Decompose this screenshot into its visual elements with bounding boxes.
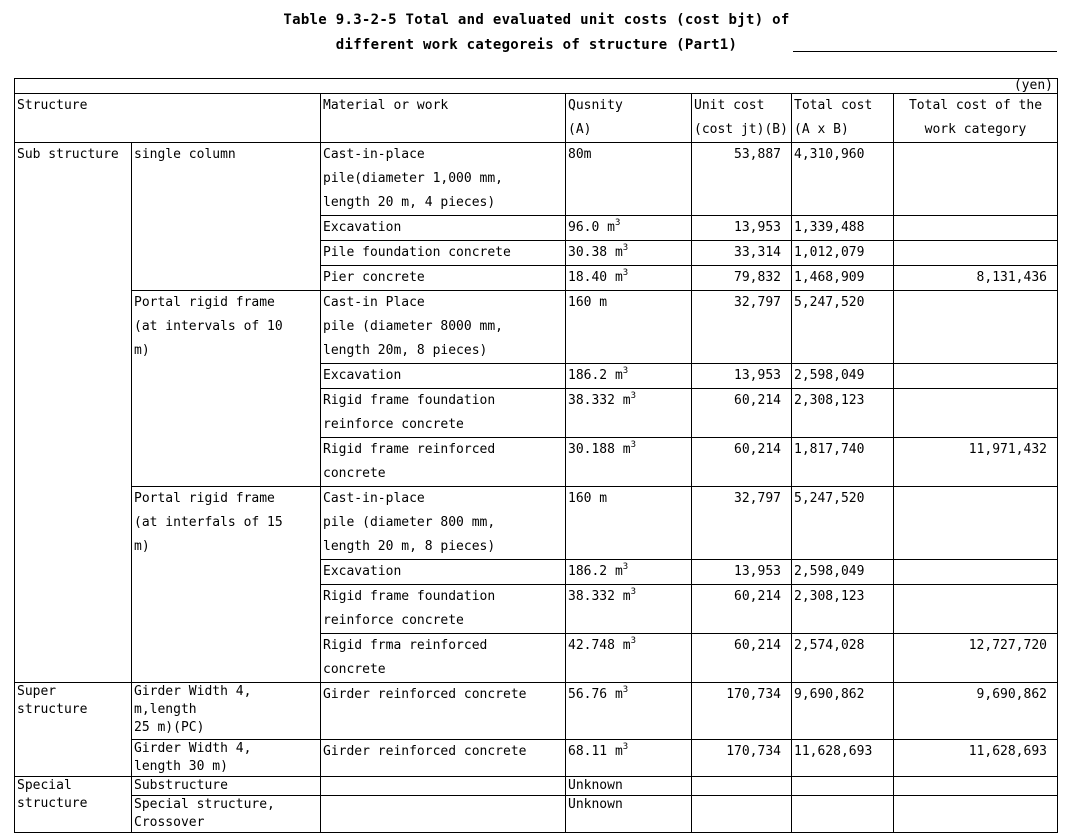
unit-cost-cell: 60,214 [692, 389, 792, 438]
unit-cost-cell: 79,832 [692, 266, 792, 291]
unit-cost-cell: 13,953 [692, 560, 792, 585]
cost-table [14, 78, 1058, 833]
total-cost-cell: 1,817,740 [792, 438, 894, 487]
type-special-crossover: Special structure, Crossover [132, 796, 321, 833]
total-cost-cell: 5,247,520 [792, 291, 894, 364]
quantity-cell: 42.748 $m^3$ [566, 634, 692, 683]
unit-label: (yen) [15, 79, 1058, 94]
total-cost-cell: 2,598,049 [792, 560, 894, 585]
table-row [15, 740, 1058, 777]
header-quantity: Qusnity (A) [566, 94, 692, 143]
header-category-cost: Total cost of the work category [894, 94, 1058, 143]
type-special-substructure: Substructure [132, 777, 321, 796]
header-total-cost: Total cost (A x B) [792, 94, 894, 143]
material-cell: Pile foundation concrete [321, 241, 566, 266]
material-cell: Girder reinforced concrete [321, 740, 566, 777]
table-title-line2: different work categoreis of structure (Part1) [335, 37, 738, 53]
material-cell: Rigid frma reinforced concrete [321, 634, 566, 683]
category-cost-cell [894, 487, 1058, 560]
quantity-cell: 30.38 $m^3$ [566, 241, 692, 266]
category-cost-cell [894, 560, 1058, 585]
title-underline [793, 51, 1057, 52]
unit-cost-cell [692, 777, 792, 796]
category-cost-cell: 8,131,436 [894, 266, 1058, 291]
category-cost-cell [894, 241, 1058, 266]
material-cell: Cast-in Place pile (diameter 8000 mm, length 20m, 8 pieces) [321, 291, 566, 364]
quantity-cell: 160 m [566, 291, 692, 364]
unit-cost-cell: 32,797 [692, 487, 792, 560]
unit-cost-cell: 170,734 [692, 740, 792, 777]
category-cost-cell [894, 143, 1058, 216]
group-super-structure: Super structure [15, 683, 132, 777]
quantity-cell: 38.332 $m^3$ [566, 585, 692, 634]
quantity-cell: 96.0 $m^3$ [566, 216, 692, 241]
category-cost-cell [894, 291, 1058, 364]
header-unit-cost: Unit cost (cost jt)(B) [692, 94, 792, 143]
material-cell: Excavation [321, 216, 566, 241]
quantity-cell: 56.76 $m^3$ [566, 683, 692, 740]
unit-cost-cell: 13,953 [692, 216, 792, 241]
material-cell [321, 777, 566, 796]
category-cost-cell [894, 585, 1058, 634]
total-cost-cell: 5,247,520 [792, 487, 894, 560]
category-cost-cell [894, 216, 1058, 241]
quantity-cell: 38.332 $m^3$ [566, 389, 692, 438]
total-cost-cell: 2,308,123 [792, 585, 894, 634]
total-cost-cell [792, 777, 894, 796]
table-row [15, 487, 1058, 560]
group-special-structure: Special structure [15, 777, 132, 833]
quantity-cell: 186.2 $m^3$ [566, 364, 692, 389]
quantity-cell: 160 m [566, 487, 692, 560]
unit-cost-cell [692, 796, 792, 833]
total-cost-cell: 9,690,862 [792, 683, 894, 740]
category-cost-cell [894, 777, 1058, 796]
material-cell: Cast-in-place pile (diameter 800 mm, length 20 m, 8 pieces) [321, 487, 566, 560]
total-cost-cell: 1,339,488 [792, 216, 894, 241]
material-cell: Excavation [321, 560, 566, 585]
total-cost-cell: 2,598,049 [792, 364, 894, 389]
total-cost-cell: 2,308,123 [792, 389, 894, 438]
quantity-cell: 186.2 $m^3$ [566, 560, 692, 585]
category-cost-cell [894, 364, 1058, 389]
quantity-cell: 30.188 $m^3$ [566, 438, 692, 487]
unit-cost-cell: 13,953 [692, 364, 792, 389]
type-portal-frame-10m: Portal rigid frame (at intervals of 10 m) [132, 291, 321, 487]
type-girder-30m: Girder Width 4, length 30 m) [132, 740, 321, 777]
unit-cost-cell: 170,734 [692, 683, 792, 740]
unit-cost-cell: 33,314 [692, 241, 792, 266]
table-row [15, 143, 1058, 216]
quantity-cell: Unknown [566, 777, 692, 796]
total-cost-cell [792, 796, 894, 833]
category-cost-cell: 11,971,432 [894, 438, 1058, 487]
unit-cost-cell: 32,797 [692, 291, 792, 364]
table-title-line1: Table 9.3-2-5 Total and evaluated unit costs (cost bjt) of [283, 12, 790, 28]
quantity-cell: Unknown [566, 796, 692, 833]
total-cost-cell: 1,468,909 [792, 266, 894, 291]
unit-cost-cell: 60,214 [692, 585, 792, 634]
type-single-column: single column [132, 143, 321, 291]
unit-cost-cell: 53,887 [692, 143, 792, 216]
type-girder-25m: Girder Width 4, m,length 25 m)(PC) [132, 683, 321, 740]
material-cell: Rigid frame foundation reinforce concrete [321, 389, 566, 438]
category-cost-cell: 11,628,693 [894, 740, 1058, 777]
material-cell [321, 796, 566, 833]
total-cost-cell: 11,628,693 [792, 740, 894, 777]
total-cost-cell: 2,574,028 [792, 634, 894, 683]
material-cell: Excavation [321, 364, 566, 389]
quantity-cell: 18.40 $m^3$ [566, 266, 692, 291]
table-row [15, 777, 1058, 796]
quantity-cell: 80m [566, 143, 692, 216]
material-cell: Cast-in-place pile(diameter 1,000 mm, length 20 m, 4 pieces) [321, 143, 566, 216]
category-cost-cell [894, 796, 1058, 833]
total-cost-cell: 1,012,079 [792, 241, 894, 266]
table-row [15, 683, 1058, 740]
unit-cost-cell: 60,214 [692, 634, 792, 683]
material-cell: Pier concrete [321, 266, 566, 291]
type-portal-frame-15m: Portal rigid frame (at interfals of 15 m) [132, 487, 321, 683]
material-cell: Rigid frame reinforced concrete [321, 438, 566, 487]
category-cost-cell [894, 389, 1058, 438]
unit-row [15, 79, 1058, 94]
total-cost-cell: 4,310,960 [792, 143, 894, 216]
header-row [15, 94, 1058, 143]
material-cell: Girder reinforced concrete [321, 683, 566, 740]
table-row [15, 796, 1058, 833]
category-cost-cell: 9,690,862 [894, 683, 1058, 740]
material-cell: Rigid frame foundation reinforce concrete [321, 585, 566, 634]
table-row [15, 291, 1058, 364]
group-sub-structure: Sub structure [15, 143, 132, 683]
header-material: Material or work [321, 94, 566, 143]
category-cost-cell: 12,727,720 [894, 634, 1058, 683]
unit-cost-cell: 60,214 [692, 438, 792, 487]
header-structure: Structure [15, 94, 321, 143]
quantity-cell: 68.11 $m^3$ [566, 740, 692, 777]
